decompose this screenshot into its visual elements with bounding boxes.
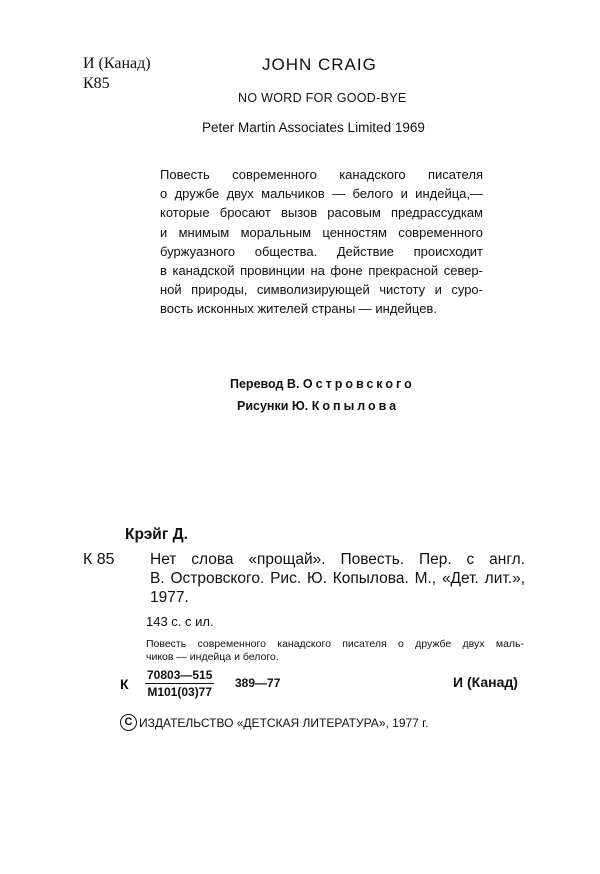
card-code: К 85 (83, 551, 115, 568)
translator-credit (230, 377, 415, 391)
illustrator-credit (237, 399, 399, 413)
card-udk: И (Канад) (453, 674, 518, 690)
udk-code: И (Канад) (83, 55, 151, 72)
annotation-line: вость исконных жителей страны — индейцев. (160, 301, 437, 317)
copyright-text: ИЗДАТЕЛЬСТВО «ДЕТСКАЯ ЛИТЕРАТУРА», 1977 г. (139, 715, 429, 730)
copyright-line (120, 714, 428, 731)
original-author: JOHN CRAIG (262, 55, 377, 74)
book-annotation (160, 165, 483, 319)
card-description-line: В. Островского. Рис. Ю. Копылова. М., «Дет. лит.», (150, 570, 525, 587)
illustrator-name: Копылова (311, 399, 400, 413)
annotation-line: ной природы, символизирующей чистоту и суро- (160, 282, 483, 298)
translator-name: Островского (302, 377, 415, 391)
udk-block (83, 54, 151, 94)
index-fraction (145, 668, 214, 699)
annotation-line: в канадской провинции на фоне прекрасной север- (160, 262, 483, 278)
translation-label: Перевод В. (230, 377, 300, 391)
card-description-line: 1977. (150, 589, 189, 606)
index-letter: К (120, 676, 129, 692)
annotation-line: и мнимым моральным ценностям современного (160, 224, 483, 240)
card-annotation (146, 638, 524, 664)
illustration-label: Рисунки Ю. (237, 399, 309, 413)
card-annotation-line: Повесть современного канадского писателя о дружбе двух маль- (146, 638, 524, 650)
original-title: NO WORD FOR GOOD-BYE (238, 91, 407, 105)
index-denominator: М101(03)77 (145, 683, 214, 699)
card-description-line: Нет слова «прощай». Повесть. Пер. с англ. (150, 551, 525, 568)
annotation-line: о дружбе двух мальчиков — белого и индейца,— (160, 186, 483, 202)
annotation-line: Повесть современного канадского писателя (160, 167, 483, 182)
annotation-line: буржуазного общества. Действие происходит (160, 243, 483, 259)
copyright-icon: С (120, 714, 137, 731)
card-author: Крэйг Д. (125, 526, 188, 543)
index-suffix: 389—77 (235, 676, 281, 690)
card-description (150, 550, 525, 607)
annotation-line: которые бросают вызов расовым предрассудкам (160, 205, 483, 221)
original-publisher: Peter Martin Associates Limited 1969 (202, 120, 425, 135)
card-annotation-line: чиков — индейца и белого. (146, 651, 279, 663)
page-count: 143 с. с ил. (146, 614, 214, 629)
index-numerator: 70803—515 (147, 668, 213, 682)
catalog-code: К85 (83, 75, 110, 92)
